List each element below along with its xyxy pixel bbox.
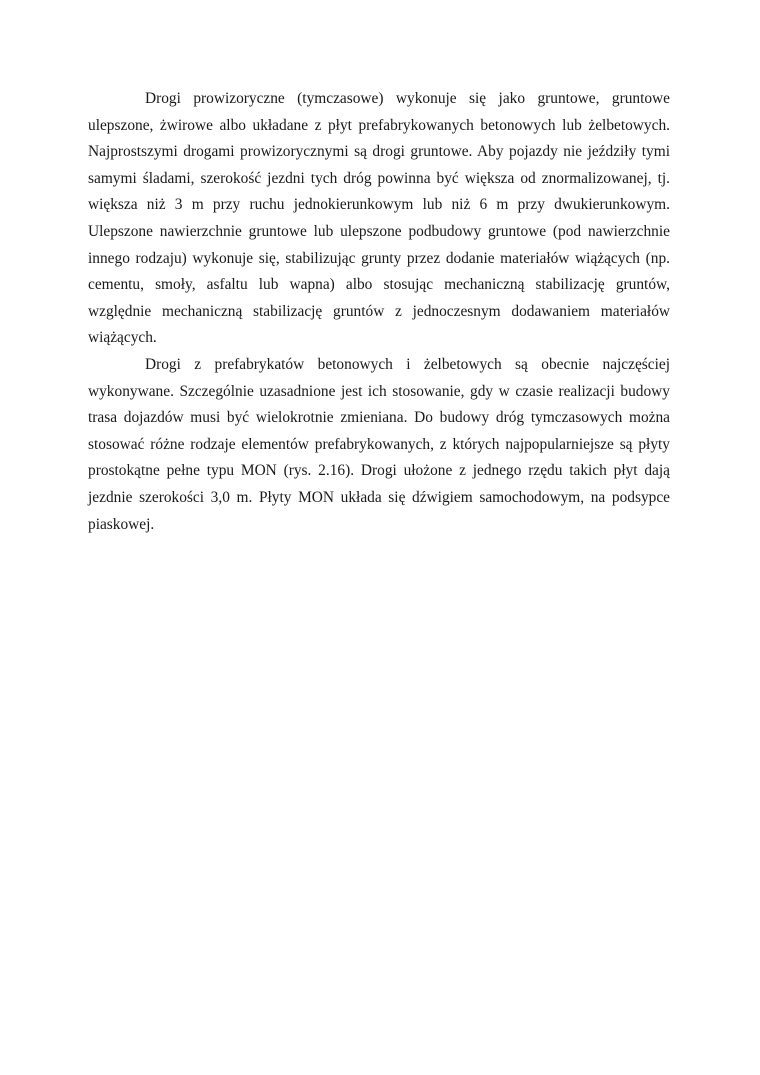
paragraph-prefabricated-roads: Drogi z prefabrykatów betonowych i żelbetowych są obecnie najczęściej wykonywane. Szczególnie uzasadnione jest ich stosowanie, gdy w czasie realizacji budowy trasa dojazdów musi być wielokrotnie zmieniana. Do budowy dróg tymczasowych można stosować różne rodzaje elementów prefabrykowanych, z których najpopularniejsze są płyty prostokątne pełne typu MON (rys. 2.16). Drogi ułożone z jednego rzędu takich płyt dają jezdnie szerokości 3,0 m. Płyty MON układa się dźwigiem samochodowym, na podsypce piaskowej. [88,355,670,533]
body-text [88,86,670,538]
paragraph-temporary-roads: Drogi prowizoryczne (tymczasowe) wykonuje się jako gruntowe, gruntowe ulepszone, żwirowe albo układane z płyt prefabrykowanych betonowych lub żelbetowych. Najprostszymi drogami prowizorycznymi są drogi gruntowe. Aby pojazdy nie jeździły tymi samymi śladami, szerokość jezdni tych dróg powinna być większa od znormalizowanej, tj. większa niż 3 m przy ruchu jednokierunkowym lub niż 6 m przy dwukierunkowym. Ulepszone nawierzchnie gruntowe lub ulepszone podbudowy gruntowe (pod nawierzchnie innego rodzaju) wykonuje się, stabilizując grunty przez dodanie materiałów wiążących (np. cementu, smoły, asfaltu lub wapna) albo stosując mechaniczną stabilizację gruntów, względnie mechaniczną stabilizację gruntów z jednoczesnym dodawaniem materiałów wiążących. [88,90,670,347]
